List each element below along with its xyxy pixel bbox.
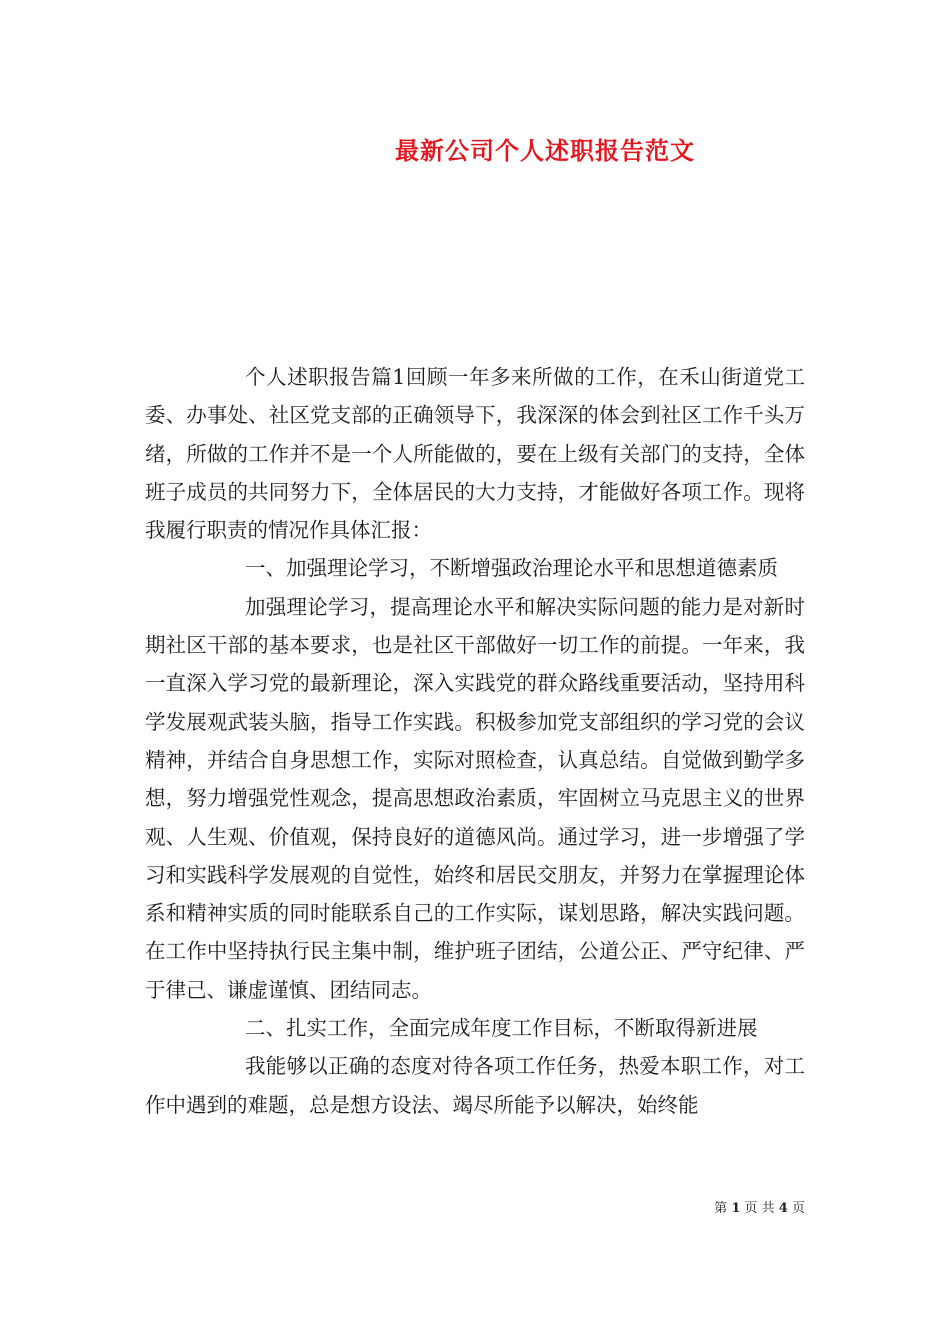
paragraph-work-attitude: 我能够以正确的态度对待各项工作任务，热爱本职工作，对工作中遇到的难题，总是想方设法、竭尽所能予以解决，始终能 (145, 1054, 805, 1117)
footer-prefix: 第 (714, 1201, 728, 1216)
section-heading-2: 二、扎实工作，全面完成年度工作目标，不断取得新进展 (245, 1016, 758, 1041)
document-title: 最新公司个人述职报告范文 (395, 136, 695, 165)
footer-suffix: 页 (791, 1201, 805, 1216)
footer-current-page: 1 (731, 1201, 741, 1216)
page-number-footer (714, 1200, 805, 1218)
footer-middle: 页 共 (744, 1201, 775, 1216)
footer-total-pages: 4 (778, 1201, 788, 1216)
paragraph-theory-study: 加强理论学习，提高理论水平和解决实际问题的能力是对新时期社区干部的基本要求，也是社区干部做好一切工作的前提。一年来，我一直深入学习党的最新理论，深入实践党的群众路线重要活动，坚持用科学发展观武装头脑，指导工作实践。积极参加党支部组织的学习党的会议精神，并结合自身思想工作，实际对照检查，认真总结。自觉做到勤学多想，努力增强党性观念，提高思想政治素质，牢固树立马克思主义的世界观、人生观、价值观，保持良好的道德风尚。通过学习，进一步增强了学习和实践科学发展观的自觉性，始终和居民交朋友，并努力在掌握理论体系和精神实质的同时能联系自己的工作实际，谋划思路，解决实践问题。在工作中坚持执行民主集中制，维护班子团结，公道公正、严守纪律、严于律己、谦虚谨慎、团结同志。 (145, 594, 805, 1002)
paragraph-intro: 个人述职报告篇1回顾一年多来所做的工作，在禾山街道党工委、办事处、社区党支部的正确领导下，我深深的体会到社区工作千头万绪，所做的工作并不是一个人所能做的，要在上级有关部门的支持，全体班子成员的共同努力下，全体居民的大力支持，才能做好各项工作。现将我履行职责的情况作具体汇报： (145, 365, 805, 543)
document-body (145, 358, 805, 1124)
section-heading-1: 一、加强理论学习，不断增强政治理论水平和思想道德素质 (245, 556, 778, 581)
